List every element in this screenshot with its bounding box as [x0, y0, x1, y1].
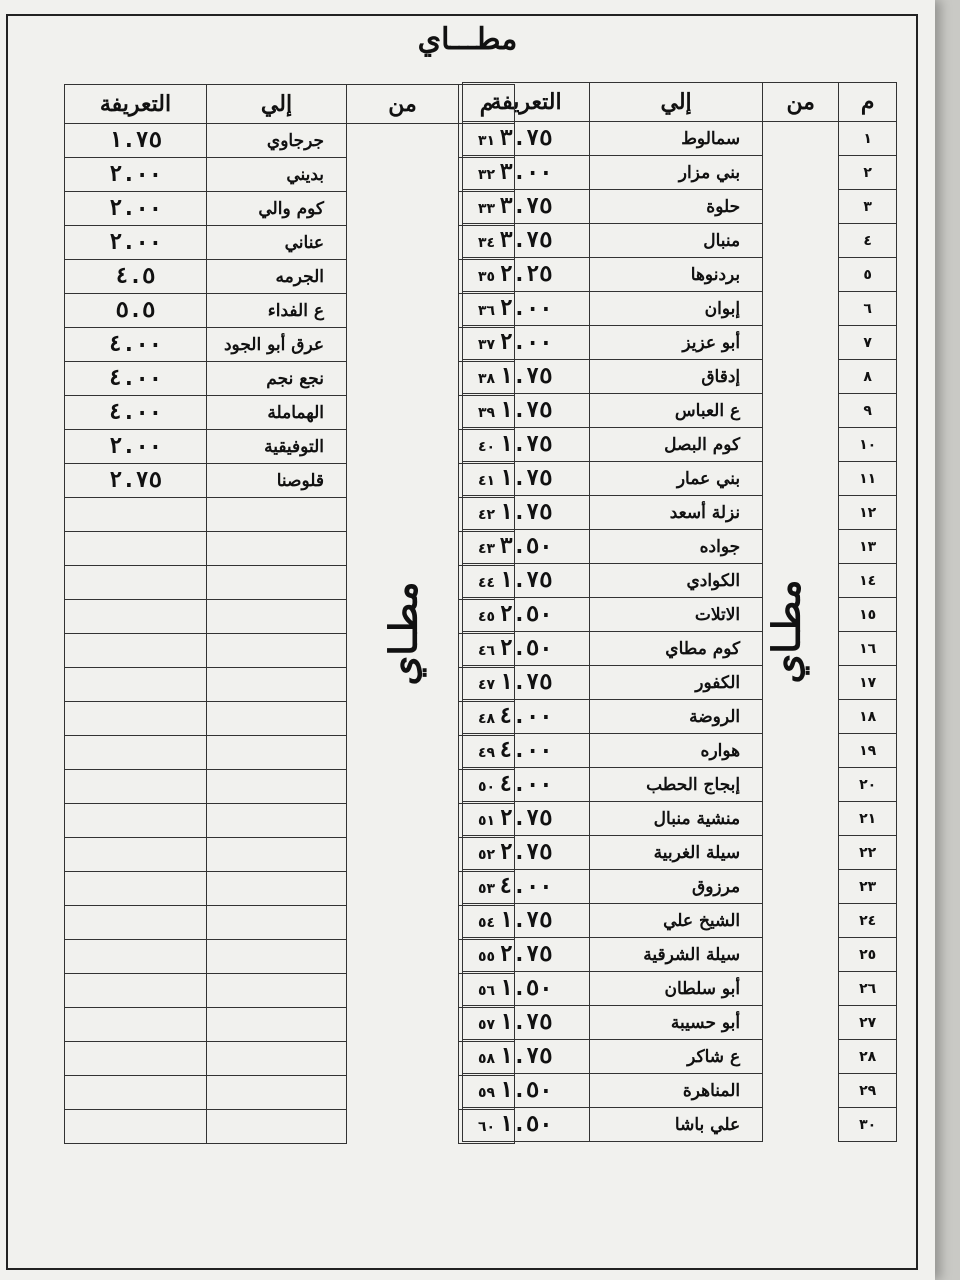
row-number: ٣٤ [459, 226, 515, 260]
fare-cell: ١.٧٥ [463, 1040, 590, 1074]
fare-cell [65, 974, 207, 1008]
row-number: ١٤ [839, 564, 897, 598]
row-number: ٢٢ [839, 836, 897, 870]
fare-cell [65, 940, 207, 974]
fare-cell: ٢.٧٥ [463, 802, 590, 836]
row-number: ٣٣ [459, 192, 515, 226]
fare-cell: ٤.٠٠ [65, 362, 207, 396]
fare-cell: ١.٧٥ [65, 124, 207, 158]
row-number: ٥٦ [459, 974, 515, 1008]
header-from: من [763, 83, 839, 122]
destination-cell: هواره [590, 734, 763, 768]
destination-cell: عناني [207, 226, 347, 260]
row-number: ٣٦ [459, 294, 515, 328]
table-header-row [65, 85, 515, 124]
row-number: ٨ [839, 360, 897, 394]
from-origin-label: مطـاي [763, 579, 809, 684]
row-number: ٣٩ [459, 396, 515, 430]
fare-cell: ١.٧٥ [463, 428, 590, 462]
fare-cell: ١.٧٥ [463, 394, 590, 428]
row-number: ٥٠ [459, 770, 515, 804]
fare-cell: ٢.٥٠ [463, 632, 590, 666]
row-number: ٢٠ [839, 768, 897, 802]
destination-cell: عرق أبو الجود [207, 328, 347, 362]
fare-cell: ١.٧٥ [463, 360, 590, 394]
destination-cell: الاتلات [590, 598, 763, 632]
destination-cell: المناهرة [590, 1074, 763, 1108]
destination-cell: الكوادي [590, 564, 763, 598]
row-number: ٥١ [459, 804, 515, 838]
row-number: ٣٢ [459, 158, 515, 192]
row-number: ٢١ [839, 802, 897, 836]
row-number: ٤٦ [459, 634, 515, 668]
row-number: ٩ [839, 394, 897, 428]
row-number: ٥٤ [459, 906, 515, 940]
row-number: ٢ [839, 156, 897, 190]
fare-cell: ١.٧٥ [463, 496, 590, 530]
fare-cell: ٤.٠٠ [463, 700, 590, 734]
fare-cell: ٤.٠٠ [65, 328, 207, 362]
row-number: ١١ [839, 462, 897, 496]
row-number: ٢٦ [839, 972, 897, 1006]
row-number: ٦ [839, 292, 897, 326]
row-number: ٢٣ [839, 870, 897, 904]
fare-cell [65, 668, 207, 702]
destination-cell: نزلة أسعد [590, 496, 763, 530]
destination-cell [207, 702, 347, 736]
destination-cell [207, 770, 347, 804]
row-number: ٤٢ [459, 498, 515, 532]
row-number: ٥٧ [459, 1008, 515, 1042]
destination-cell: الجرمه [207, 260, 347, 294]
fare-cell: ٣.٠٠ [463, 156, 590, 190]
row-number: ٣٥ [459, 260, 515, 294]
fare-cell: ٢.٠٠ [463, 292, 590, 326]
fare-table-right [462, 82, 897, 1142]
row-number: ٣١ [459, 124, 515, 158]
row-number: ٤٠ [459, 430, 515, 464]
row-number: ١٦ [839, 632, 897, 666]
fare-cell [65, 566, 207, 600]
fare-cell: ١.٧٥ [463, 462, 590, 496]
from-origin-cell [763, 122, 839, 1142]
fare-cell [65, 1110, 207, 1144]
destination-cell: كوم البصل [590, 428, 763, 462]
destination-cell [207, 736, 347, 770]
row-number: ٦٠ [459, 1110, 515, 1144]
destination-cell [207, 804, 347, 838]
destination-cell: بني عمار [590, 462, 763, 496]
fare-cell [65, 498, 207, 532]
row-number: ١٨ [839, 700, 897, 734]
destination-cell: الشيخ علي [590, 904, 763, 938]
destination-cell: منبال [590, 224, 763, 258]
row-number: ٢٤ [839, 904, 897, 938]
destination-cell [207, 566, 347, 600]
fare-cell: ٢.٠٠ [65, 430, 207, 464]
destination-cell: ع الفداء [207, 294, 347, 328]
fare-cell [65, 736, 207, 770]
destination-cell [207, 838, 347, 872]
destination-cell [207, 668, 347, 702]
destination-cell [207, 872, 347, 906]
header-num: م [839, 83, 897, 122]
from-origin-cell [347, 124, 459, 1144]
destination-cell: الكفور [590, 666, 763, 700]
row-number: ٤٤ [459, 566, 515, 600]
row-number: ٤١ [459, 464, 515, 498]
fare-cell: ١.٧٥ [463, 904, 590, 938]
fare-cell [65, 702, 207, 736]
row-number: ٥٨ [459, 1042, 515, 1076]
destination-cell: كوم والي [207, 192, 347, 226]
fare-cell: ٤.٠٠ [65, 396, 207, 430]
page-title: مطـــاي [417, 22, 518, 57]
destination-cell: مرزوق [590, 870, 763, 904]
row-number: ٤٥ [459, 600, 515, 634]
fare-cell: ٣.٥٠ [463, 530, 590, 564]
destination-cell: بديني [207, 158, 347, 192]
header-fare: التعريفة [463, 83, 590, 122]
destination-cell: حلوة [590, 190, 763, 224]
row-number: ٥٣ [459, 872, 515, 906]
header-to: إلي [207, 85, 347, 124]
row-number: ٢٥ [839, 938, 897, 972]
fare-cell: ٢.٥٠ [463, 598, 590, 632]
destination-cell: أبو عزيز [590, 326, 763, 360]
row-number: ١٩ [839, 734, 897, 768]
fare-cell [65, 634, 207, 668]
destination-cell: ع شاكر [590, 1040, 763, 1074]
fare-cell: ١.٥٠ [463, 1074, 590, 1108]
destination-cell: إدقاق [590, 360, 763, 394]
destination-cell: منشية منبال [590, 802, 763, 836]
header-from: من [347, 85, 459, 124]
destination-cell [207, 532, 347, 566]
destination-cell: ع العباس [590, 394, 763, 428]
row-number: ٥ [839, 258, 897, 292]
destination-cell: سمالوط [590, 122, 763, 156]
fare-cell: ٢.٧٥ [65, 464, 207, 498]
fare-cell [65, 838, 207, 872]
row-number: ١٠ [839, 428, 897, 462]
destination-cell: قلوصنا [207, 464, 347, 498]
destination-cell [207, 600, 347, 634]
fare-cell [65, 600, 207, 634]
row-number: ٤٧ [459, 668, 515, 702]
destination-cell [207, 1008, 347, 1042]
destination-cell [207, 906, 347, 940]
fare-cell: ٤.٠٠ [463, 870, 590, 904]
fare-cell: ٤.٥ [65, 260, 207, 294]
fare-cell: ٣.٧٥ [463, 224, 590, 258]
fare-cell: ٢.٧٥ [463, 836, 590, 870]
fare-cell [65, 804, 207, 838]
destination-cell [207, 1110, 347, 1144]
destination-cell: سيلة الشرقية [590, 938, 763, 972]
fare-cell: ١.٥٠ [463, 1108, 590, 1142]
row-number: ٢٨ [839, 1040, 897, 1074]
table-row [65, 124, 515, 158]
destination-cell: أبو سلطان [590, 972, 763, 1006]
row-number: ٥٩ [459, 1076, 515, 1110]
fare-cell: ١.٥٠ [463, 972, 590, 1006]
fare-cell [65, 1008, 207, 1042]
header-to: إلي [590, 83, 763, 122]
destination-cell: إبوان [590, 292, 763, 326]
fare-cell: ١.٧٥ [463, 666, 590, 700]
destination-cell: بني مزار [590, 156, 763, 190]
fare-cell: ٢.٢٥ [463, 258, 590, 292]
row-number: ٤٣ [459, 532, 515, 566]
fare-cell [65, 770, 207, 804]
fare-table-left [64, 84, 515, 1144]
row-number: ٣ [839, 190, 897, 224]
destination-cell: كوم مطاي [590, 632, 763, 666]
fare-cell: ٤.٠٠ [463, 734, 590, 768]
row-number: ٧ [839, 326, 897, 360]
row-number: ١٣ [839, 530, 897, 564]
destination-cell: نجع نجم [207, 362, 347, 396]
destination-cell: الهماملة [207, 396, 347, 430]
row-number: ٤٩ [459, 736, 515, 770]
fare-cell: ٣.٧٥ [463, 122, 590, 156]
row-number: ٥٥ [459, 940, 515, 974]
fare-cell: ١.٧٥ [463, 1006, 590, 1040]
row-number: ١٢ [839, 496, 897, 530]
destination-cell: الروضة [590, 700, 763, 734]
destination-cell: التوفيقية [207, 430, 347, 464]
fare-cell: ٢.٠٠ [65, 226, 207, 260]
destination-cell [207, 940, 347, 974]
destination-cell [207, 634, 347, 668]
destination-cell: بردنوها [590, 258, 763, 292]
row-number: ١٧ [839, 666, 897, 700]
fare-cell: ١.٧٥ [463, 564, 590, 598]
row-number: ٢٩ [839, 1074, 897, 1108]
fare-cell [65, 906, 207, 940]
destination-cell: سيلة الغربية [590, 836, 763, 870]
row-number: ٥٢ [459, 838, 515, 872]
fare-cell [65, 532, 207, 566]
row-number: ٣٨ [459, 362, 515, 396]
fare-cell: ٢.٠٠ [463, 326, 590, 360]
fare-cell: ٤.٠٠ [463, 768, 590, 802]
fare-cell: ٢.٧٥ [463, 938, 590, 972]
row-number: ٣٠ [839, 1108, 897, 1142]
destination-cell [207, 974, 347, 1008]
table-header-row [463, 83, 897, 122]
fare-cell: ٥.٥ [65, 294, 207, 328]
header-fare: التعريفة [65, 85, 207, 124]
fare-cell: ٣.٧٥ [463, 190, 590, 224]
destination-cell: جرجاوي [207, 124, 347, 158]
from-origin-label: مطـاي [379, 581, 425, 686]
row-number: ١ [839, 122, 897, 156]
row-number: ٢٧ [839, 1006, 897, 1040]
destination-cell: إبجاج الحطب [590, 768, 763, 802]
destination-cell [207, 1076, 347, 1110]
fare-cell [65, 872, 207, 906]
destination-cell: جواده [590, 530, 763, 564]
fare-cell: ٢.٠٠ [65, 158, 207, 192]
table-row [463, 122, 897, 156]
destination-cell [207, 1042, 347, 1076]
fare-cell [65, 1076, 207, 1110]
fare-cell: ٢.٠٠ [65, 192, 207, 226]
row-number: ١٥ [839, 598, 897, 632]
destination-cell: علي باشا [590, 1108, 763, 1142]
header-num: م [459, 85, 515, 124]
destination-cell: أبو حسيبة [590, 1006, 763, 1040]
fare-cell [65, 1042, 207, 1076]
row-number: ٤ [839, 224, 897, 258]
row-number: ٤٨ [459, 702, 515, 736]
row-number: ٣٧ [459, 328, 515, 362]
destination-cell [207, 498, 347, 532]
